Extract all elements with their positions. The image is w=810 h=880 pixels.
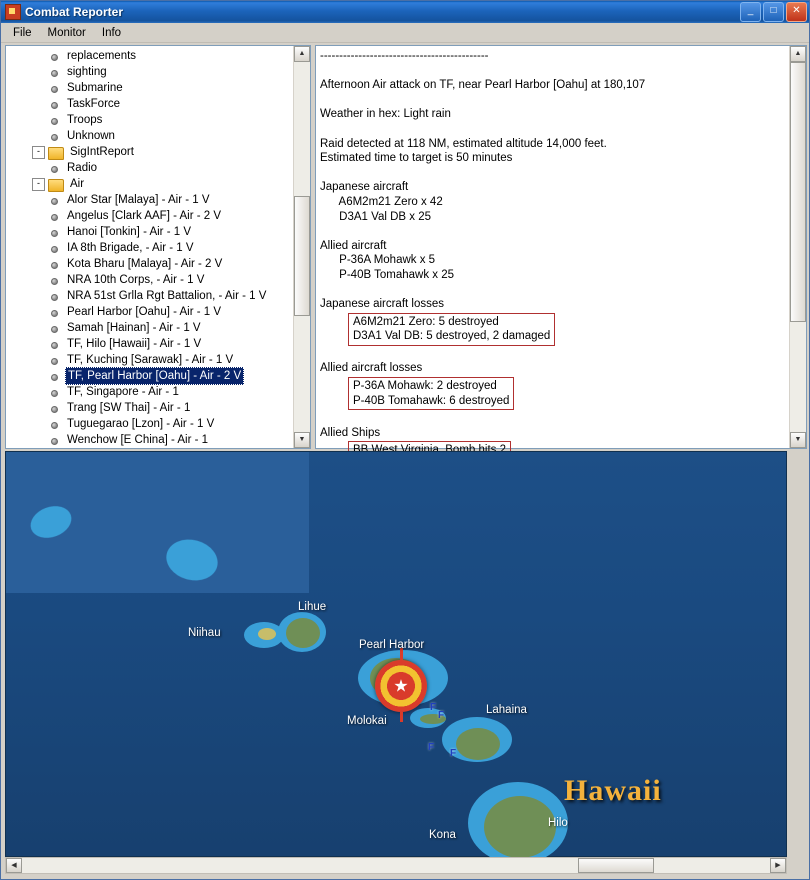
tree-node[interactable] [6,368,294,384]
report-line [320,224,790,239]
tree-node-label: SigIntReport [70,146,134,158]
fleet-tick-bottom [400,712,403,722]
report-highlight-line: P-40B Tomahawk: 6 destroyed [353,394,510,407]
node-bullet-icon [48,338,61,351]
tree-node[interactable] [6,192,294,208]
node-bullet-icon [48,82,61,95]
report-line: P-40B Tomahawk x 25 [320,268,455,281]
tree-node-label: Radio [67,162,98,174]
node-bullet-icon [48,290,61,303]
node-bullet-icon [48,226,61,239]
tree-node-label: Angelus [Clark AAF] - Air - 2 V [67,210,222,222]
tree-node-label: TF, Singapore - Air - 1 [67,386,179,398]
report-text [320,49,790,445]
menu-item-monitor[interactable]: Monitor [47,26,86,39]
tree-node-label: Air [70,178,85,190]
tree-node[interactable] [6,304,294,320]
app-icon [5,4,21,20]
report-line: Allied Ships [320,426,381,439]
land-kauai [286,618,320,648]
maximize-button[interactable]: □ [763,2,784,22]
node-bullet-icon [48,194,61,207]
report-line: Allied aircraft [320,239,387,252]
tree-node[interactable] [6,432,294,448]
report-line: Raid detected at 118 NM, estimated altitude 14,000 feet. [320,137,607,150]
map-scroll-left-button[interactable]: ◀ [6,858,22,873]
tree-node-label: Pearl Harbor [Oahu] - Air - 1 V [67,306,222,318]
map-label-niihau: Niihau [188,627,221,639]
report-line: A6M2m21 Zero x 42 [320,195,443,208]
node-bullet-icon [48,418,61,431]
map-label-lahaina: Lahaina [486,704,527,716]
map-label-molokai: Molokai [347,715,387,727]
tree-node[interactable] [6,80,294,96]
tree-scroll-thumb[interactable] [294,196,310,316]
report-scroll-up-button[interactable]: ▲ [790,46,806,62]
friendly-unit-marker-1[interactable]: F [430,702,437,713]
land-niihau [258,628,276,640]
report-highlight-line: D3A1 Val DB: 5 destroyed, 2 damaged [353,330,551,343]
tree-node-label: Kota Bharu [Malaya] - Air - 2 V [67,258,223,270]
tree-node-label: NRA 51st Grlla Rgt Battalion, - Air - 1 V [67,290,267,302]
tree-node[interactable] [6,416,294,432]
map-scroll-thumb[interactable] [578,858,654,873]
folder-icon [48,146,64,159]
tree-node-label: sighting [67,66,107,78]
report-line: Allied aircraft losses [320,362,423,375]
pearl-harbor-fleet-marker[interactable] [375,660,427,712]
content-panes [5,45,807,449]
tree-node-label: Wenchow [E China] - Air - 1 [67,434,209,446]
map-label-pearl-harbor: Pearl Harbor [359,639,425,651]
tree-node[interactable] [6,320,294,336]
tree-node-label: Alor Star [Malaya] - Air - 1 V [67,194,210,206]
map-horizontal-scrollbar[interactable] [5,857,787,874]
report-line [320,93,790,108]
tree-node[interactable] [6,144,294,160]
report-scroll-down-button[interactable]: ▼ [790,432,806,448]
tree-node[interactable] [6,112,294,128]
tree-node[interactable] [6,256,294,272]
report-line [320,283,790,298]
report-pane [315,45,807,449]
event-tree-pane [5,45,311,449]
folder-icon [48,178,64,191]
tree-node-label: TF, Pearl Harbor [Oahu] - Air - 2 V [65,367,244,385]
land-hawaii-island [484,796,556,858]
land-maui [456,728,500,760]
node-bullet-icon [48,354,61,367]
tree-node[interactable] [6,352,294,368]
node-bullet-icon [48,210,61,223]
allied-losses-box [348,377,514,410]
report-line: Estimated time to target is 50 minutes [320,152,513,165]
node-bullet-icon [48,66,61,79]
map-label-lihue: Lihue [298,601,327,613]
tree-node-label: NRA 10th Corps, - Air - 1 V [67,274,205,286]
report-line [320,166,790,181]
event-tree[interactable] [6,48,294,448]
menu-item-file[interactable]: File [13,26,32,39]
report-line: P-36A Mohawk x 5 [320,254,436,267]
report-highlight-line: A6M2m21 Zero: 5 destroyed [353,315,499,328]
japanese-losses-box [348,313,555,346]
tree-node-label: TaskForce [67,98,121,110]
tree-node-label: Samah [Hainan] - Air - 1 V [67,322,201,334]
close-button[interactable]: ✕ [786,2,807,22]
tree-node[interactable] [6,400,294,416]
map-scroll-right-button[interactable]: ▶ [770,858,786,873]
menu-bar [1,23,809,43]
map-label-kona: Kona [429,829,456,841]
report-line: Afternoon Air attack on TF, near Pearl Harbor [Oahu] at 180,107 [320,79,646,92]
node-bullet-icon [48,322,61,335]
tree-node[interactable] [6,160,294,176]
node-bullet-icon [48,114,61,127]
node-bullet-icon [48,162,61,175]
tree-node[interactable] [6,272,294,288]
menu-item-info[interactable]: Info [101,26,122,39]
minimize-button[interactable]: _ [740,2,761,22]
tree-node[interactable] [6,384,294,400]
friendly-unit-marker-4[interactable]: F [450,748,457,759]
report-scroll-thumb[interactable] [790,62,806,322]
tree-node[interactable] [6,288,294,304]
report-vertical-scrollbar[interactable] [789,46,806,448]
tree-node-label: IA 8th Brigade, - Air - 1 V [67,242,194,254]
node-bullet-icon [48,130,61,143]
tree-node[interactable] [6,96,294,112]
tree-node-label: Submarine [67,82,123,94]
tree-node-label: Hanoi [Tonkin] - Air - 1 V [67,226,191,238]
tree-node-label: Unknown [67,130,115,142]
map-region-label: Hawaii [564,774,662,807]
map-label-hilo: Hilo [548,817,568,829]
tree-node-label: Tuguegarao [Lzon] - Air - 1 V [67,418,215,430]
tree-node[interactable] [6,224,294,240]
friendly-unit-marker-3[interactable]: F [428,742,435,753]
report-line: Japanese aircraft losses [320,298,445,311]
node-bullet-icon [48,242,61,255]
tree-node[interactable] [6,48,294,64]
report-line: Japanese aircraft [320,181,409,194]
report-highlight-line: P-36A Mohawk: 2 destroyed [353,380,497,393]
tree-node-label: TF, Kuching [Sarawak] - Air - 1 V [67,354,234,366]
tree-expander-icon[interactable]: - [32,146,45,159]
window-title: Combat Reporter [25,5,124,19]
node-bullet-icon [48,258,61,271]
report-line [320,64,790,79]
tree-node[interactable] [6,208,294,224]
tree-vertical-scrollbar[interactable] [293,46,310,448]
report-line: Weather in hex: Light rain [320,108,451,121]
tree-node[interactable] [6,336,294,352]
tree-node-label: Trang [SW Thai] - Air - 1 [67,402,191,414]
window-controls [740,2,807,22]
report-line: D3A1 Val DB x 25 [320,210,432,223]
report-line [320,411,790,426]
tree-node-label: replacements [67,50,137,62]
tree-node[interactable] [6,128,294,144]
map-view[interactable] [5,451,787,857]
node-bullet-icon [48,370,61,383]
tree-scroll-down-button[interactable]: ▼ [294,432,310,448]
tree-expander-icon[interactable]: - [32,178,45,191]
node-bullet-icon [48,274,61,287]
node-bullet-icon [48,98,61,111]
tree-node-label: Troops [67,114,103,126]
tree-node[interactable] [6,176,294,192]
node-bullet-icon [48,402,61,415]
node-bullet-icon [48,306,61,319]
report-line [320,122,790,137]
friendly-unit-marker-2[interactable]: F [438,710,445,721]
report-line: -------------------------------------------- [320,50,489,62]
title-bar [1,1,809,23]
node-bullet-icon [48,386,61,399]
report-line [320,347,790,362]
tree-node[interactable] [6,64,294,80]
node-bullet-icon [48,434,61,447]
tree-scroll-up-button[interactable]: ▲ [294,46,310,62]
tree-node[interactable] [6,240,294,256]
tree-node-label: TF, Hilo [Hawaii] - Air - 1 V [67,338,202,350]
node-bullet-icon [48,50,61,63]
